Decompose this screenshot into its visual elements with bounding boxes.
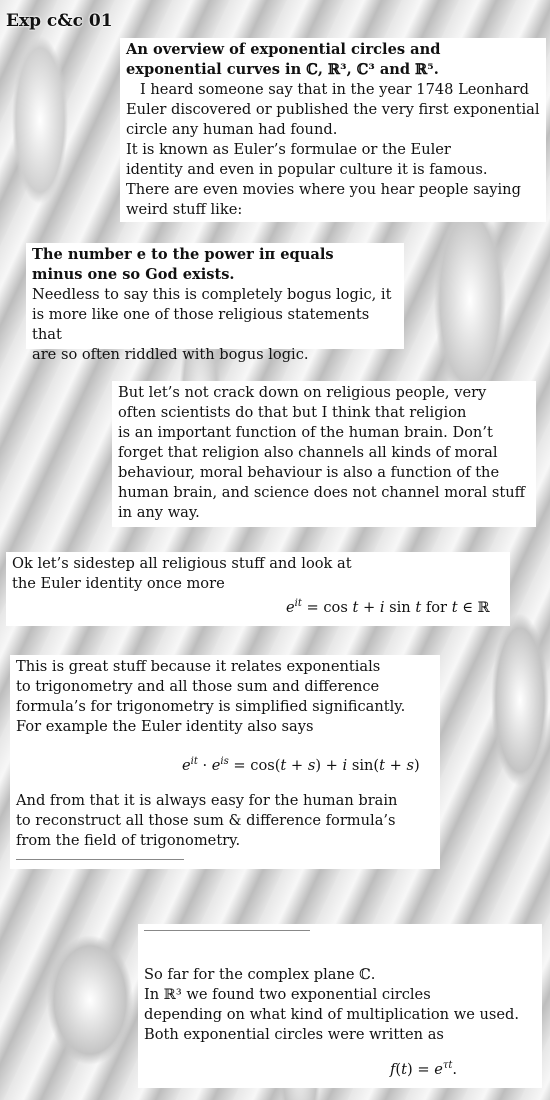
- quote-comment: Needless to say this is completely bogus logic, it: [32, 286, 392, 303]
- trig-line: to trigonometry and all those sum and difference: [16, 678, 380, 695]
- heading-line-2: exponential curves in ℂ, ℝ³, ℂ³ and ℝ⁵.: [126, 61, 439, 78]
- sidestep-panel: [6, 552, 510, 626]
- quote-line-1: The number e to the power iπ equals: [32, 246, 334, 263]
- intro-line: circle any human had found.: [126, 121, 338, 138]
- religion-line: is an important function of the human brain. Don’t: [118, 424, 493, 441]
- religion-line: But let’s not crack down on religious people, very: [118, 384, 487, 401]
- intro-line: Euler discovered or published the very first exponential: [126, 101, 540, 118]
- intro-line: It is known as Euler’s formulae or the Euler: [126, 141, 451, 158]
- trig-line: formula’s for trigonometry is simplified significantly.: [16, 698, 406, 715]
- religion-line: often scientists do that but I think that religion: [118, 404, 467, 421]
- reconstruct-line: to reconstruct all those sum & difference formula’s: [16, 812, 396, 829]
- trig-line: For example the Euler identity also says: [16, 718, 314, 735]
- religion-line: forget that religion also channels all kinds of moral: [118, 444, 498, 461]
- final-formula: $f(t) = e^{\tau t}$.: [390, 1060, 458, 1078]
- sum-formula: $e^{it} \cdot e^{is} = \cos(t + s) + i$ sin(t + s): [182, 756, 420, 774]
- sidestep-line: Ok let’s sidestep all religious stuff and look at: [12, 555, 352, 572]
- reconstruct-line: from the field of trigonometry.: [16, 832, 241, 849]
- religion-panel: [112, 381, 536, 527]
- quote-panel: [26, 243, 404, 363]
- closing-line: depending on what kind of multiplication we used.: [144, 1006, 519, 1023]
- divider-line: [16, 859, 184, 860]
- closing-line: Both exponential circles were written as: [144, 1026, 444, 1043]
- sidestep-line: the Euler identity once more: [12, 575, 225, 592]
- trig-line: This is great stuff because it relates exponentials: [16, 658, 381, 675]
- intro-line: There are even movies where you hear people saying: [126, 181, 521, 198]
- closing-line: In ℝ³ we found two exponential circles: [144, 986, 431, 1003]
- reconstruct-line: And from that it is always easy for the human brain: [16, 792, 398, 809]
- euler-formula: $e^{it} = \cos t + i$ sin t for t ∈ ℝ: [286, 598, 490, 616]
- heading-line-1: An overview of exponential circles and: [126, 41, 441, 58]
- intro-line: weird stuff like:: [126, 201, 243, 218]
- religion-line: in any way.: [118, 504, 200, 521]
- quote-line-2: minus one so God exists.: [32, 266, 235, 283]
- closing-panel: [138, 924, 542, 1088]
- closing-line: So far for the complex plane ℂ.: [144, 966, 376, 983]
- quote-comment: is more like one of those religious statements that: [32, 306, 370, 343]
- quote-comment: are so often riddled with bogus logic.: [32, 346, 309, 363]
- trig-panel: [10, 655, 440, 869]
- religion-line: human brain, and science does not channel moral stuff: [118, 484, 525, 501]
- intro-line: I heard someone say that in the year 1748 Leonhard: [140, 81, 530, 98]
- religion-line: behaviour, moral behaviour is also a function of the: [118, 464, 500, 481]
- intro-line: identity and even in popular culture it is famous.: [126, 161, 488, 178]
- page-label: Exp c&c 01: [6, 11, 113, 31]
- intro-panel: [120, 38, 546, 222]
- divider-line: [144, 930, 310, 931]
